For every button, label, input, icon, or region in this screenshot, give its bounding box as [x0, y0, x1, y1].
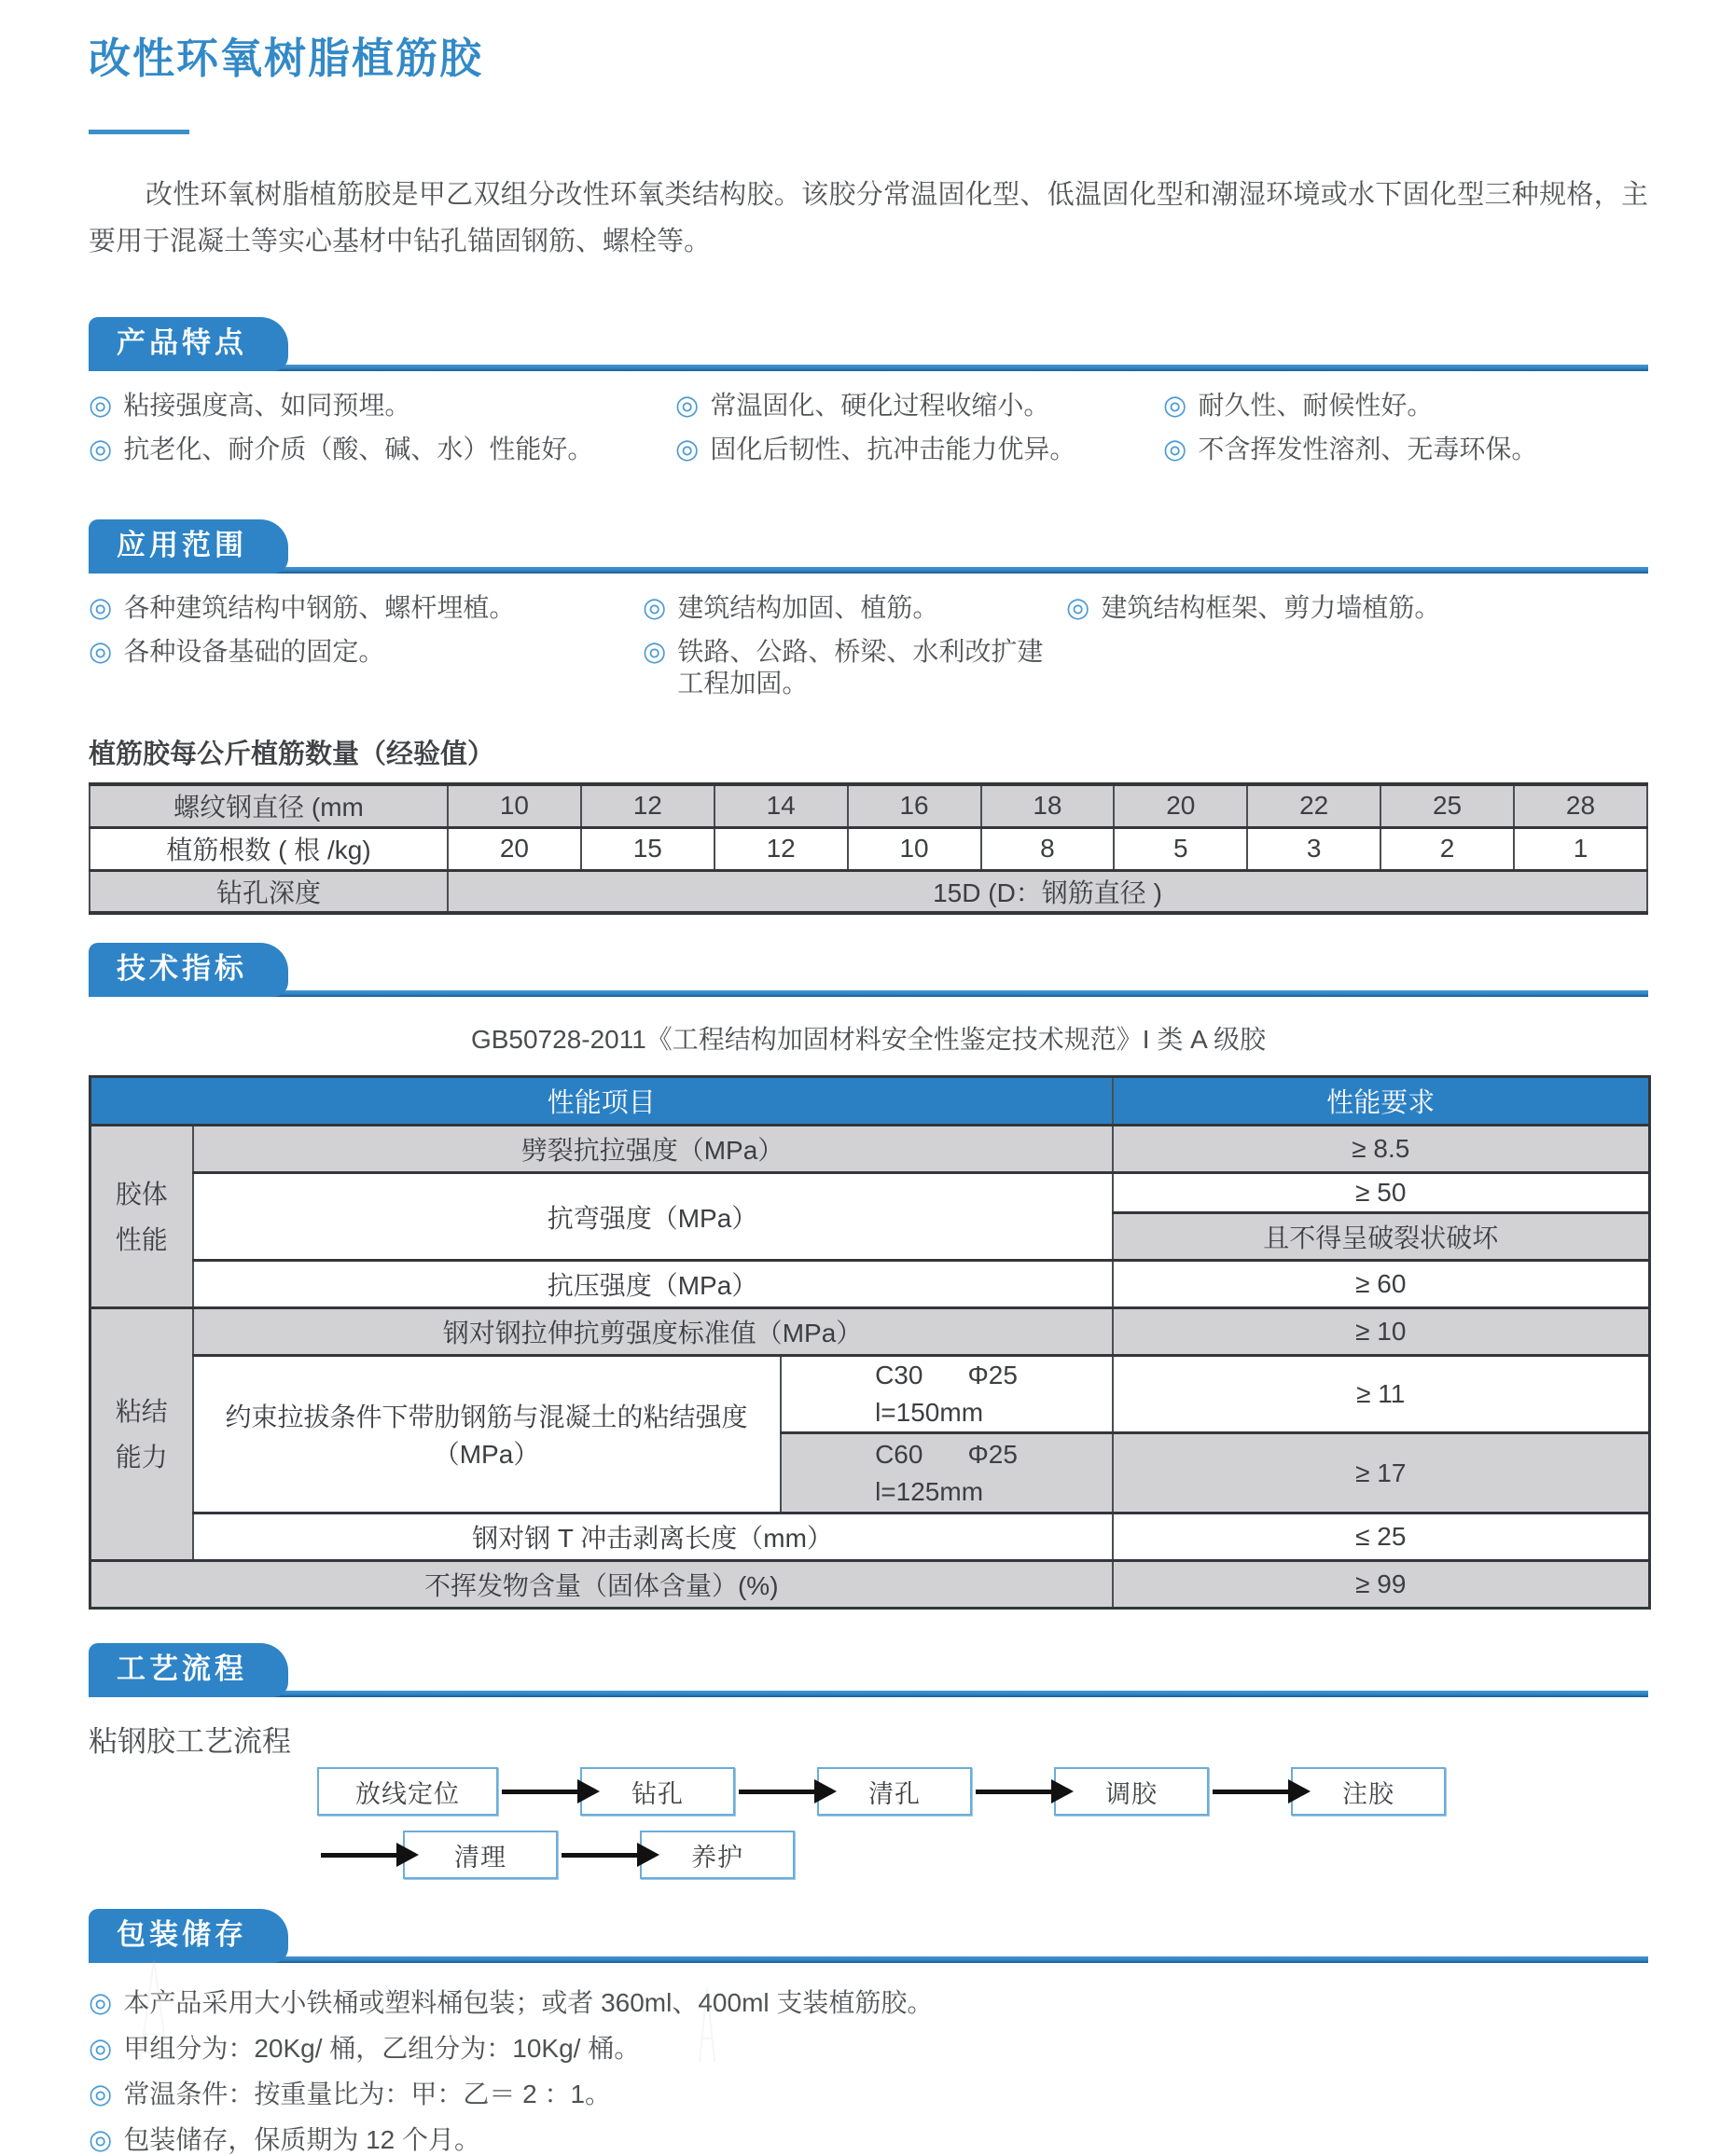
bond-condition-c30 [781, 1356, 1113, 1433]
spec-label: 约束拉拔条件下带肋钢筋与混凝土的粘结强度（MPa） [193, 1356, 781, 1513]
concrete-grade: C30 [875, 1361, 923, 1389]
rebar-diameter: Φ25 [967, 1361, 1018, 1389]
bullet-icon: ◎ [675, 435, 700, 464]
section-header-applications [89, 519, 1648, 574]
packaging-item [89, 1987, 1648, 2019]
application-label: 建筑结构加固、植筋。 [677, 593, 939, 622]
feature-label: 常温固化、硬化过程收缩小。 [710, 391, 1050, 420]
process-flow-row-1 [317, 1767, 1648, 1816]
flow-arrow-icon [321, 1853, 397, 1858]
application-item [89, 636, 643, 699]
bullet-icon: ◎ [643, 593, 667, 623]
diameter-value: 10 [448, 784, 581, 827]
diameter-value: 12 [581, 784, 714, 827]
spec-label: 抗压强度（MPa） [193, 1261, 1113, 1308]
bullet-icon: ◎ [1163, 391, 1187, 421]
section-rule [89, 1956, 1648, 1963]
bullet-icon: ◎ [89, 2034, 113, 2064]
application-label: 建筑结构框架、剪力墙植筋。 [1101, 593, 1441, 622]
feature-label: 粘接强度高、如同预埋。 [123, 391, 411, 420]
diameter-value: 20 [1114, 784, 1247, 827]
spec-requirement: ≥ 50 [1113, 1173, 1650, 1213]
count-value: 10 [848, 827, 981, 870]
diameter-value: 14 [714, 784, 848, 827]
packaging-list [89, 1987, 1648, 2156]
section-badge-specs: 技术指标 [89, 943, 288, 997]
intro-paragraph: 改性环氧树脂植筋胶是甲乙双组分改性环氧类结构胶。该胶分常温固化型、低温固化型和潮湿环境或水下固化型三种规格，主要用于混凝土等实心基材中钻孔锚固钢筋、螺栓等。 [89, 180, 1648, 256]
depth-value: 15D (D：钢筋直径 ) [448, 870, 1647, 913]
rebar-diameter: Φ25 [967, 1439, 1018, 1469]
feature-label: 不含挥发性溶剂、无毒环保。 [1198, 435, 1538, 463]
spec-label: 钢对钢拉伸抗剪强度标准值（MPa） [193, 1308, 1113, 1356]
bullet-icon: ◎ [89, 2080, 113, 2109]
application-label: 各种设备基础的固定。 [123, 637, 385, 666]
spec-requirement: ≥ 17 [1113, 1433, 1650, 1513]
spec-requirement: ≥ 8.5 [1113, 1126, 1650, 1173]
count-value: 2 [1380, 827, 1514, 870]
flow-arrow-icon [1213, 1790, 1289, 1794]
dosage-table-caption: 植筋胶每公斤植筋数量（经验值） [89, 739, 495, 769]
spec-label: 抗弯强度（MPa） [193, 1173, 1113, 1261]
section-rule [89, 567, 1648, 574]
packaging-item [89, 2124, 1648, 2156]
count-value: 15 [581, 827, 714, 870]
bullet-icon: ◎ [89, 593, 113, 623]
section-badge-features: 产品特点 [89, 317, 288, 371]
bullet-icon: ◎ [675, 391, 700, 421]
feature-label: 耐久性、耐候性好。 [1198, 391, 1434, 420]
packaging-item [89, 2079, 1648, 2110]
table-row-compressive [90, 1261, 1650, 1308]
spec-label: 不挥发物含量（固体含量）(%) [90, 1561, 1113, 1609]
bullet-icon: ◎ [643, 637, 667, 667]
feature-label: 固化后韧性、抗冲击能力优异。 [710, 435, 1076, 463]
section-rule [89, 1691, 1648, 1697]
features-list [89, 390, 1648, 465]
table-row-count [90, 827, 1647, 870]
flow-step-inject-glue: 注胶 [1291, 1767, 1446, 1816]
table-row-bond-c30 [90, 1356, 1650, 1433]
application-item [1066, 592, 1648, 624]
application-item [643, 592, 1066, 624]
bullet-icon: ◎ [89, 637, 113, 667]
table-row-bending [90, 1173, 1650, 1213]
diameter-value: 16 [848, 784, 981, 827]
packaging-label: 包装储存，保质期为 12 个月。 [123, 2125, 481, 2154]
feature-item [1163, 390, 1648, 422]
bullet-icon: ◎ [89, 1988, 113, 2018]
packaging-label: 本产品采用大小铁桶或塑料桶包装；或者 360ml、400ml 支装植筋胶。 [123, 1988, 934, 2017]
table-row-peel [90, 1513, 1650, 1561]
title-underline [89, 130, 189, 134]
section-rule [89, 365, 1648, 371]
count-value: 1 [1514, 827, 1647, 870]
count-value: 12 [714, 827, 848, 870]
col-header-requirement: 性能要求 [1113, 1077, 1650, 1126]
spec-label: 劈裂抗拉强度（MPa） [193, 1126, 1113, 1173]
embed-length: l=150mm [875, 1398, 984, 1427]
section-rule [89, 990, 1648, 997]
concrete-grade: C60 [875, 1439, 923, 1469]
packaging-label: 常温条件：按重量比为：甲：乙＝ 2 ：1。 [123, 2080, 612, 2108]
application-label: 各种建筑结构中钢筋、螺杆埋植。 [123, 593, 516, 622]
application-item [643, 636, 1066, 699]
bullet-icon: ◎ [1066, 593, 1090, 623]
standard-note: GB50728-2011《工程结构加固材料安全性鉴定技术规范》I 类 A 级胶 [470, 1025, 1267, 1054]
process-subtitle: 粘钢胶工艺流程 [89, 1725, 291, 1758]
bullet-icon: ◎ [89, 435, 113, 464]
page-title: 改性环氧树脂植筋胶 [89, 35, 484, 82]
application-item [89, 592, 643, 624]
section-badge-process: 工艺流程 [89, 1643, 288, 1697]
applications-list [89, 592, 1648, 699]
feature-item [675, 434, 1163, 465]
section-header-process [89, 1643, 1648, 1697]
group-cell-bond-capability: 粘结能力 [90, 1308, 193, 1561]
flow-step-cleanup: 清理 [403, 1831, 558, 1879]
table-row-split-tensile [90, 1126, 1650, 1173]
section-header-features [89, 317, 1648, 371]
bullet-icon: ◎ [89, 2125, 113, 2155]
row-header-diameter: 螺纹钢直径 (mm [90, 784, 448, 827]
table-row-nonvolatile [90, 1561, 1650, 1609]
diameter-value: 22 [1247, 784, 1380, 827]
packaging-label: 甲组分为：20Kg/ 桶，乙组分为：10Kg/ 桶。 [123, 2034, 641, 2063]
feature-label: 抗老化、耐介质（酸、碱、水）性能好。 [123, 435, 594, 463]
spec-label: 钢对钢 T 冲击剥离长度（mm） [193, 1513, 1113, 1561]
specs-header-row [90, 1077, 1650, 1126]
bond-condition-c60 [781, 1433, 1113, 1513]
table-row-depth [90, 870, 1647, 913]
dosage-table [89, 782, 1648, 915]
feature-item [89, 390, 675, 422]
spec-requirement: ≤ 25 [1113, 1513, 1650, 1561]
flow-arrow-icon [739, 1790, 815, 1794]
group-cell-adhesive-performance: 胶体性能 [90, 1126, 193, 1308]
diameter-value: 25 [1380, 784, 1514, 827]
feature-item [1163, 434, 1648, 465]
application-label: 铁路、公路、桥梁、水利改扩建工程加固。 [677, 637, 1044, 698]
embed-length: l=125mm [875, 1476, 984, 1506]
spec-requirement: 且不得呈破裂状破坏 [1113, 1213, 1650, 1261]
spec-requirement: ≥ 11 [1113, 1356, 1650, 1433]
bullet-icon: ◎ [89, 391, 113, 421]
flow-arrow-icon [976, 1790, 1052, 1794]
spec-requirement: ≥ 10 [1113, 1308, 1650, 1356]
section-badge-packaging: 包装储存 [89, 1909, 288, 1963]
spec-requirement: ≥ 99 [1113, 1561, 1650, 1609]
flow-step-drill: 钻孔 [580, 1767, 735, 1816]
spec-requirement: ≥ 60 [1113, 1261, 1650, 1308]
table-row-shear [90, 1308, 1650, 1356]
count-value: 5 [1114, 827, 1247, 870]
flow-step-layout: 放线定位 [317, 1767, 498, 1816]
section-badge-applications: 应用范围 [89, 519, 288, 574]
section-header-packaging [89, 1909, 1648, 1963]
diameter-value: 28 [1514, 784, 1647, 827]
bullet-icon: ◎ [1163, 435, 1187, 464]
feature-item [675, 390, 1163, 422]
packaging-item [89, 2033, 1648, 2065]
process-flow-row-2 [317, 1831, 1648, 1879]
feature-item [89, 434, 675, 465]
flow-step-cure: 养护 [640, 1831, 795, 1879]
count-value: 8 [981, 827, 1115, 870]
section-header-specs [89, 943, 1648, 997]
diameter-value: 18 [981, 784, 1115, 827]
row-header-depth: 钻孔深度 [90, 870, 448, 913]
flow-step-mix-glue: 调胶 [1054, 1767, 1209, 1816]
count-value: 3 [1247, 827, 1380, 870]
flow-step-clean-hole: 清孔 [817, 1767, 972, 1816]
specs-table [89, 1075, 1651, 1610]
col-header-item: 性能项目 [90, 1077, 1113, 1126]
table-row-diameter [90, 784, 1647, 827]
count-value: 20 [448, 827, 581, 870]
flow-arrow-icon [562, 1853, 638, 1858]
row-header-count: 植筋根数 ( 根 /kg) [90, 827, 448, 870]
flow-arrow-icon [502, 1790, 578, 1794]
